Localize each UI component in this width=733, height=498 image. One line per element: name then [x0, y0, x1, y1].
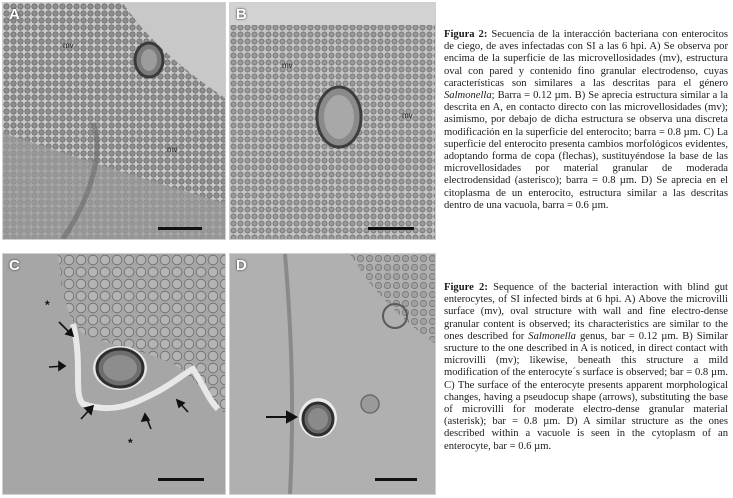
caption-text: ; Barra = 0.12 µm. B) Se aprecia estructura similar a la descrita en A, en contacto directo con las microvellosidades (mv); asimismo, por debajo de dicha estructura se observa una discreta modificación en la superficie del enterocito; barra = 0.8 µm. C) La superficie del enterocito presenta cambios morfológicos evidentes, adoptando forma de copa (flechas), sustituyéndose la base de las microvellosidades por material granular de moderada electrodensidad (asterisco); barra = 0.8 µm. D) Se aprecia en el citoplasma de un enterocito, estructura similar a las descritas dentro de una vacuola, barra = 0.6 µm. — [444, 90, 728, 211]
asterisk-marker: * — [45, 298, 50, 312]
micrograph-c-image — [3, 254, 225, 494]
caption-text: Sequence of the bacterial interaction with blind gut enterocytes, of SI infected birds at 6 hpi. A) Above the microvilli surface (mv), oval structure with wall and fine electro-dense granular content is observed; its characteristics are similar to the ones described for — [444, 282, 728, 342]
caption-text: Secuencia de la interacción bacteriana con enterocitos de ciego, de aves infectadas con SI a las 6 hpi. A) Se observa por encima de la superficie de las microvellosidades (mv), estructura oval con pared y contenido fino granular electrodenso, cuyas características son similares a las descritas para el género — [444, 29, 728, 89]
genus-name: Salmonella — [444, 90, 492, 102]
caption-label: Figure 2: — [444, 282, 488, 293]
micrograph-panel-b — [229, 2, 436, 240]
scale-bar — [158, 478, 204, 481]
micrograph-panel-c — [2, 253, 226, 495]
panel-label-a: A — [9, 6, 20, 23]
scale-bar — [158, 227, 202, 230]
micrograph-panel-d — [229, 253, 436, 495]
micrograph-b-image — [230, 3, 435, 239]
caption-text: genus, bar = 0.12 µm. B) Similar sructure to the one described in A is noticed, in direct contact with microvilli (mv); likewise, beneath this structure a mild modification of the enterocyte´s surface is observed; bar = 0.8 µm. C) The surface of the enterocyte presents apparent morphological changes, having a pseudocup shape (arrows), substituting the base of microvilli for moderate electro-dense granular material (asterisk); bar = 0.8 µm. D) A similar structure as the ones described within a vacuole is seen in the cytoplasm of an enterocyte, bar = 0.6 µm. — [444, 330, 728, 452]
micrograph-d-image — [230, 254, 435, 494]
scale-bar — [368, 227, 414, 230]
micrograph-a-image — [3, 3, 225, 239]
mv-label: mv — [167, 145, 178, 154]
mv-label: mv — [402, 111, 413, 120]
scale-bar — [375, 478, 417, 481]
caption-spanish — [444, 29, 728, 212]
mv-label: mv — [63, 41, 74, 50]
panel-label-c: C — [9, 257, 20, 274]
caption-english — [444, 282, 728, 453]
panel-label-b: B — [236, 6, 247, 23]
micrograph-panel-a — [2, 2, 226, 240]
asterisk-marker: * — [128, 436, 133, 450]
caption-label: Figura 2: — [444, 29, 488, 40]
genus-name: Salmonella — [528, 330, 576, 342]
panel-label-d: D — [236, 257, 247, 274]
mv-label: mv — [282, 61, 293, 70]
